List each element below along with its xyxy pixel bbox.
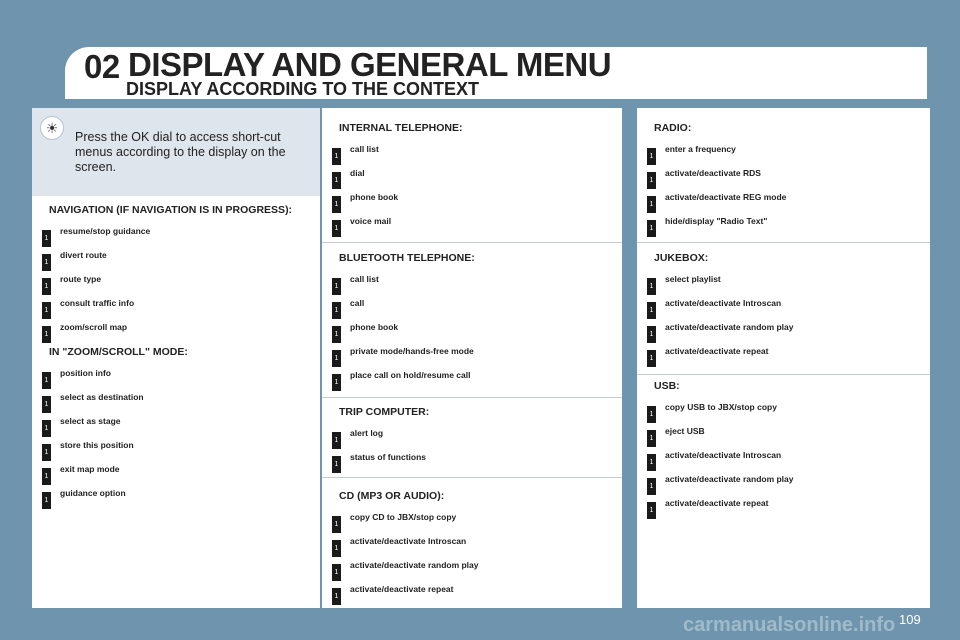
section-trip-computer	[322, 405, 429, 476]
list-item	[32, 274, 292, 298]
section-title: NAVIGATION (IF NAVIGATION IS IN PROGRESS):	[49, 204, 293, 216]
step-marker: 1	[42, 372, 51, 389]
list-item	[322, 274, 475, 298]
step-marker: 1	[647, 430, 656, 447]
item-label: select as destination	[60, 392, 144, 402]
step-marker: 1	[42, 302, 51, 319]
item-label: alert log	[350, 428, 384, 438]
list-item	[32, 368, 188, 392]
list-item	[322, 560, 479, 584]
sun-icon: ☀	[40, 116, 64, 140]
step-marker: 1	[332, 588, 341, 605]
section-title: JUKEBOX:	[654, 252, 709, 264]
step-marker: 1	[42, 396, 51, 413]
item-label: activate/deactivate random play	[665, 474, 794, 484]
list-item	[32, 298, 292, 322]
item-label: select playlist	[665, 274, 721, 284]
list-item	[637, 216, 768, 240]
item-label: position info	[60, 368, 111, 378]
list-item	[637, 474, 794, 498]
item-label: consult traffic info	[60, 298, 135, 308]
item-label: exit map mode	[60, 464, 120, 474]
step-marker: 1	[332, 374, 341, 391]
step-marker: 1	[42, 444, 51, 461]
list-item	[322, 168, 462, 192]
divider	[322, 477, 622, 478]
item-label: copy CD to JBX/stop copy	[350, 512, 457, 522]
list-item	[637, 322, 794, 346]
section-title: BLUETOOTH TELEPHONE:	[339, 252, 475, 264]
item-label: activate/deactivate repeat	[665, 346, 769, 356]
step-marker: 1	[332, 516, 341, 533]
list-item	[322, 216, 462, 240]
list-item	[32, 392, 188, 416]
item-label: copy USB to JBX/stop copy	[665, 402, 777, 412]
step-marker: 1	[42, 278, 51, 295]
list-item	[322, 144, 462, 168]
step-marker: 1	[647, 478, 656, 495]
item-label: call	[350, 298, 365, 308]
step-marker: 1	[647, 278, 656, 295]
step-marker: 1	[647, 196, 656, 213]
list-item	[322, 512, 457, 536]
list-item	[637, 402, 777, 426]
item-label: dial	[350, 168, 365, 178]
chapter-number: 02	[84, 48, 120, 85]
list-item	[637, 450, 782, 474]
item-label: select as stage	[60, 416, 121, 426]
panel-phone-media	[322, 108, 622, 608]
item-label: phone book	[350, 192, 399, 202]
list-item	[637, 346, 769, 370]
step-marker: 1	[42, 468, 51, 485]
item-label: route type	[60, 274, 102, 284]
section-radio	[637, 121, 787, 240]
list-item	[322, 428, 429, 452]
info-text: Press the OK dial to access short-cut menus according to the display on the screen.	[75, 130, 286, 174]
item-label: place call on hold/resume call	[350, 370, 471, 380]
list-item	[322, 584, 454, 608]
list-item	[32, 250, 292, 274]
divider	[637, 374, 930, 375]
step-marker: 1	[42, 326, 51, 343]
list-item	[637, 144, 736, 168]
panel-audio	[637, 108, 930, 608]
item-label: activate/deactivate random play	[350, 560, 479, 570]
list-item	[32, 226, 292, 250]
item-label: activate/deactivate Introscan	[350, 536, 467, 546]
list-item	[637, 274, 721, 298]
section-bluetooth-telephone	[322, 251, 475, 394]
step-marker: 1	[42, 492, 51, 509]
item-label: resume/stop guidance	[60, 226, 151, 236]
section-cd	[322, 489, 479, 608]
step-marker: 1	[647, 302, 656, 319]
step-marker: 1	[332, 196, 341, 213]
item-label: status of functions	[350, 452, 427, 462]
item-label: phone book	[350, 322, 399, 332]
item-label: private mode/hands-free mode	[350, 346, 474, 356]
section-jukebox	[637, 251, 794, 370]
section-title: INTERNAL TELEPHONE:	[339, 122, 463, 134]
list-item	[32, 416, 188, 440]
list-item	[322, 322, 475, 346]
item-label: hide/display "Radio Text"	[665, 216, 768, 226]
item-label: activate/deactivate REG mode	[665, 192, 787, 202]
step-marker: 1	[332, 148, 341, 165]
item-label: eject USB	[665, 426, 705, 436]
list-item	[637, 298, 782, 322]
item-label: store this position	[60, 440, 134, 450]
item-label: divert route	[60, 250, 107, 260]
step-marker: 1	[647, 406, 656, 423]
list-item	[32, 322, 292, 346]
step-marker: 1	[647, 454, 656, 471]
section-zoom-scroll	[32, 345, 188, 512]
list-item	[637, 192, 787, 216]
watermark: carmanualsonline.info	[683, 614, 896, 636]
section-title: IN "ZOOM/SCROLL" MODE:	[49, 346, 188, 358]
list-item	[637, 426, 705, 450]
section-usb	[637, 379, 794, 522]
step-marker: 1	[332, 220, 341, 237]
item-label: activate/deactivate repeat	[665, 498, 769, 508]
step-marker: 1	[332, 564, 341, 581]
step-marker: 1	[42, 254, 51, 271]
item-label: call list	[350, 144, 379, 154]
item-label: guidance option	[60, 488, 126, 498]
list-item	[322, 192, 462, 216]
page-title: DISPLAY AND GENERAL MENU	[128, 46, 612, 83]
step-marker: 1	[332, 456, 341, 473]
divider	[637, 242, 930, 243]
section-title: RADIO:	[654, 122, 692, 134]
list-item	[32, 464, 188, 488]
list-item	[32, 440, 188, 464]
step-marker: 1	[332, 172, 341, 189]
step-marker: 1	[42, 420, 51, 437]
list-item	[322, 536, 467, 560]
step-marker: 1	[332, 350, 341, 367]
list-item	[637, 168, 761, 192]
page-subtitle: DISPLAY ACCORDING TO THE CONTEXT	[126, 79, 480, 99]
item-label: activate/deactivate Introscan	[665, 450, 782, 460]
list-item	[322, 346, 475, 370]
section-title: CD (MP3 OR AUDIO):	[339, 490, 445, 502]
item-label: zoom/scroll map	[60, 322, 128, 332]
info-box	[32, 108, 320, 196]
step-marker: 1	[332, 278, 341, 295]
list-item	[322, 370, 475, 394]
step-marker: 1	[332, 326, 341, 343]
list-item	[322, 452, 429, 476]
step-marker: 1	[647, 350, 656, 367]
item-label: voice mail	[350, 216, 392, 226]
list-item	[637, 498, 769, 522]
step-marker: 1	[647, 502, 656, 519]
step-marker: 1	[647, 172, 656, 189]
item-label: activate/deactivate random play	[665, 322, 794, 332]
item-label: activate/deactivate repeat	[350, 584, 454, 594]
item-label: activate/deactivate Introscan	[665, 298, 782, 308]
step-marker: 1	[647, 220, 656, 237]
section-title: TRIP COMPUTER:	[339, 406, 430, 418]
page-number: 109	[899, 612, 921, 627]
item-label: activate/deactivate RDS	[665, 168, 761, 178]
section-internal-telephone	[322, 121, 462, 240]
list-item	[322, 298, 475, 322]
step-marker: 1	[647, 326, 656, 343]
step-marker: 1	[42, 230, 51, 247]
step-marker: 1	[332, 540, 341, 557]
section-title: USB:	[654, 380, 680, 392]
item-label: enter a frequency	[665, 144, 736, 154]
item-label: call list	[350, 274, 379, 284]
divider	[322, 242, 622, 243]
step-marker: 1	[647, 148, 656, 165]
step-marker: 1	[332, 432, 341, 449]
panel-navigation	[32, 108, 320, 608]
section-navigation	[32, 203, 292, 346]
divider	[322, 397, 622, 398]
list-item	[32, 488, 188, 512]
step-marker: 1	[332, 302, 341, 319]
